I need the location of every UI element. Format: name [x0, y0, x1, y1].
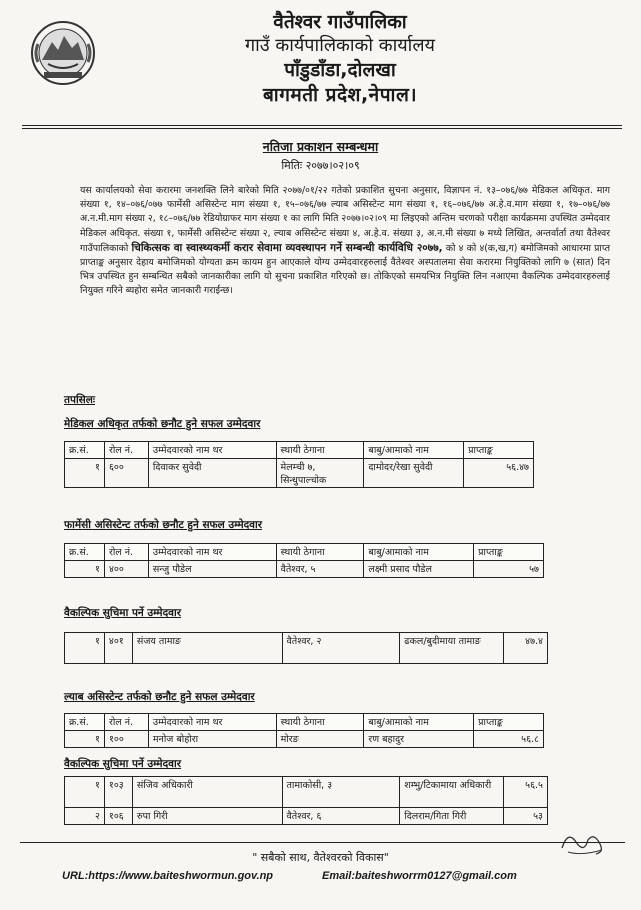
notice-subject: नतिजा प्रकाशन सम्बन्धमा: [262, 139, 379, 154]
col-sn: क्र.सं.: [65, 442, 105, 459]
cell-name: संजय तामाङ: [132, 633, 282, 664]
table-header-row: [65, 544, 544, 561]
cell-score: ५६.५: [504, 777, 548, 808]
table-row: [65, 808, 548, 825]
col-roll: रोल नं.: [104, 544, 148, 561]
office-name: गाउँ कार्यपालिकाको कार्यालय: [245, 35, 435, 56]
cell-roll: १००: [104, 731, 148, 748]
nepal-emblem-icon: [30, 20, 96, 86]
header-divider-double: [22, 128, 622, 129]
cell-parents: दामोदर/रेखा सुवेदी: [364, 459, 464, 488]
lab-results-table: [64, 713, 544, 748]
body-part-2: को ४ को ४(क,ख,ग) बमोजिमको आधारमा प्राप्त प्राप्ताङ्क अनुसार देहाय बमोजिमको योग्यता क्रम कायम हुन आएकाले योग्य उम्मेदवारहरुलाई वैतेश्वर अस्पतालमा सेवा करारमा नियुक्तिको लागि ७ (सात) दिन भित्र उपस्थित हुन सम्बन्धित सबैको जानकारीका लागि यो सुचना प्रकाशित गरिएको छ। तोकिएको समयभित्र नियुक्ति लिन नआएमा वैकल्पिक उम्मेदवारहरुलाई नियुक्त गरिने ब्यहोरा समेत जानकारी गराईन्छ।: [80, 242, 610, 297]
cell-sn: २: [65, 808, 105, 825]
cell-address: तामाकोसी, ३: [282, 777, 400, 808]
body-procedure-title: चिकित्सक वा स्वास्थ्यकर्मी करार सेवामा व्यवस्थापन गर्ने सम्बन्धी कार्यविधि २०७७,: [131, 241, 443, 254]
col-score: प्राप्ताङ्क: [474, 714, 544, 731]
cell-parents: लक्ष्मी प्रसाद पौडेल: [364, 561, 474, 578]
cell-address: वैतेश्वर, ६: [282, 808, 400, 825]
notice-body: [80, 184, 610, 299]
col-parents: बाबु/आमाको नाम: [364, 544, 474, 561]
col-sn: क्र.सं.: [65, 714, 105, 731]
body-part-1: यस कार्यालयको सेवा करारमा जनशक्ति लिने बारेको मिति २०७७/०१/२२ गतेको प्रकाशित सुचना अनुसार, विज्ञापन नं. १३–०७६/७७ मेडिकल अधिकृत. माग संख्या १, १४–०७६/०७७ फार्मेसी असिस्टेन्ट माग संख्या १, १५–०७६/७७ ल्याब असिस्टेन्ट माग संख्या १, १६–०७६/७७ अ.हे.व.माग संख्या १, १७–०७६/७७ अ.न.मी.माग संख्या २, १८–०७६/७७ रेडियोग्राफर माग संख्या १ का लागि मिति २०७७।०२।०९ मा लिइएको अन्तिम चरणको परीक्षा कार्यक्रममा उपस्थित उम्मेदवार मेडिकल अधिकृत. संख्या १, फार्मेसी असिस्टेन्ट संख्या २, ल्याब असिस्टेन्ट संख्या ४, अ.हे.व. संख्या ३, अ.न.मी संख्या ७ मध्ये लिखित, अन्तर्वार्ता तथा वैतेश्वर गाउँपालिकाको: [80, 185, 610, 254]
website-link[interactable]: URL:https://www.baiteshwormun.gov.np: [62, 870, 274, 882]
pharmacy-results-table: [64, 543, 544, 578]
footer-slogan: " सबैको साथ, वैतेश्वरको विकास": [252, 851, 389, 864]
office-header: [180, 10, 500, 108]
cell-parents: दिलराम/गिता गिरी: [400, 808, 504, 825]
cell-parents: ढकल/बुदीमाया तामाङ: [400, 633, 504, 664]
cell-sn: १: [65, 459, 105, 488]
cell-score: ५६.८: [474, 731, 544, 748]
cell-sn: १: [65, 777, 105, 808]
lab-section-title: ल्याब असिस्टेन्ट तर्फको छनौट हुने सफल उम्मेदवार: [64, 691, 255, 703]
col-name: उम्मेदवारको नाम थर: [148, 442, 276, 459]
cell-name: मनोज बोहोरा: [148, 731, 276, 748]
medical-results-table: [64, 441, 534, 488]
col-parents: बाबु/आमाको नाम: [364, 442, 464, 459]
col-roll: रोल नं.: [104, 714, 148, 731]
email-link[interactable]: Email:baiteshworrm0127@gmail.com: [322, 870, 517, 882]
cell-sn: १: [65, 731, 105, 748]
cell-address: मोरङ: [276, 731, 364, 748]
cell-roll: ४००: [104, 561, 148, 578]
cell-score: ५६.४७: [464, 459, 534, 488]
col-score: प्राप्ताङ्क: [474, 544, 544, 561]
medical-section-title: मेडिकल अधिकृत तर्फको छनौट हुने सफल उम्मेदवार: [64, 418, 261, 430]
cell-address: वैतेश्वर, ५: [276, 561, 364, 578]
cell-parents: रण बहादुर: [364, 731, 474, 748]
details-label: तपसिलः: [64, 394, 96, 406]
cell-roll: ४०१: [104, 633, 132, 664]
cell-name: दिवाकर सुवेदी: [148, 459, 276, 488]
municipality-name: वैतेश्वर गाउँपालिका: [273, 11, 407, 33]
cell-score: ४७.४: [504, 633, 548, 664]
pharmacy-alternate-table: [64, 632, 548, 664]
col-name: उम्मेदवारको नाम थर: [148, 714, 276, 731]
cell-name: संजिव अधिकारी: [132, 777, 282, 808]
table-row: [65, 731, 544, 748]
col-address: स्थायी ठेगाना: [276, 442, 364, 459]
cell-roll: ६००: [104, 459, 148, 488]
office-location: पाँडुडाँडा,दोलखा: [284, 59, 396, 81]
cell-roll: १०६: [104, 808, 132, 825]
col-score: प्राप्ताङ्क: [464, 442, 534, 459]
cell-sn: १: [65, 633, 105, 664]
footer-divider: [20, 842, 625, 843]
col-roll: रोल नं.: [104, 442, 148, 459]
cell-roll: १०३: [104, 777, 132, 808]
table-row: [65, 561, 544, 578]
pharmacy-alternate-title: वैकल्पिक सुचिमा पर्ने उम्मेदवार: [64, 607, 181, 619]
table-row: [65, 777, 548, 808]
cell-parents: शम्भु/टिकामाया अधिकारी: [400, 777, 504, 808]
col-address: स्थायी ठेगाना: [276, 544, 364, 561]
header-divider: [22, 125, 622, 126]
col-parents: बाबु/आमाको नाम: [364, 714, 474, 731]
cell-name: सन्जु पौडेल: [148, 561, 276, 578]
notice-date: मितिः २०७७।०२।०९: [281, 159, 360, 172]
cell-score: ५३: [504, 808, 548, 825]
col-sn: क्र.सं.: [65, 544, 105, 561]
col-name: उम्मेदवारको नाम थर: [148, 544, 276, 561]
cell-name: रुपा गिरी: [132, 808, 282, 825]
table-header-row: [65, 714, 544, 731]
lab-alternate-table: [64, 776, 548, 825]
table-row: [65, 459, 534, 488]
cell-score: ५७: [474, 561, 544, 578]
lab-alternate-title: वैकल्पिक सुचिमा पर्ने उम्मेदवार: [64, 758, 181, 770]
pharmacy-section-title: फार्मेसी असिस्टेन्ट तर्फको छनौट हुने सफल उम्मेदवार: [64, 519, 263, 531]
table-row: [65, 633, 548, 664]
cell-address: मेलम्ची ७, सिन्धुपाल्चोक: [276, 459, 364, 488]
table-header-row: [65, 442, 534, 459]
province-country: बागमती प्रदेश,नेपाल।: [262, 84, 418, 106]
cell-address: वैतेश्वर, २: [282, 633, 400, 664]
col-address: स्थायी ठेगाना: [276, 714, 364, 731]
cell-sn: १: [65, 561, 105, 578]
